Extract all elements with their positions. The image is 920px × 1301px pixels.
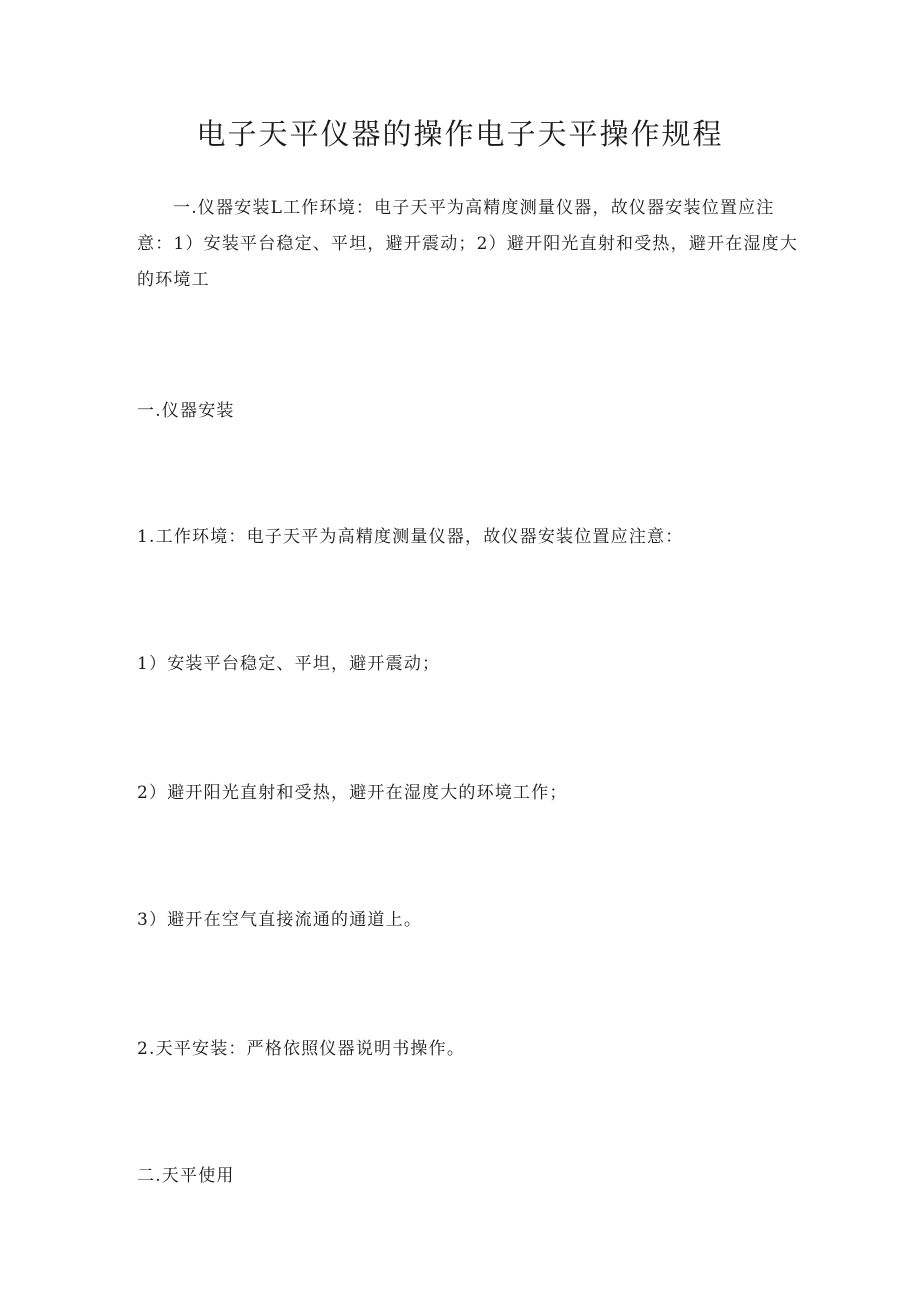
list-item-avoid-sunlight: 2）避开阳光直射和受热，避开在湿度大的环境工作； xyxy=(137,783,568,803)
section-heading-usage: 二.天平使用 xyxy=(137,1166,235,1186)
intro-paragraph: 一.仪器安装L工作环境：电子天平为高精度测量仪器，故仪器安装位置应注意：1）安装平台稳定、平坦，避开震动；2）避开阳光直射和受热，避开在湿度大的环境工 xyxy=(137,198,799,290)
paragraph-balance-installation: 2.天平安装：严格依照仪器说明书操作。 xyxy=(137,1039,466,1059)
section-heading-installation: 一.仪器安装 xyxy=(137,401,235,421)
list-item-stable-platform: 1）安装平台稳定、平坦，避开震动； xyxy=(137,654,441,674)
list-item-avoid-airflow: 3）避开在空气直接流通的通道上。 xyxy=(137,910,423,930)
document-title: 电子天平仪器的操作电子天平操作规程 xyxy=(196,117,724,151)
paragraph-work-environment: 1.工作环境：电子天平为高精度测量仪器，故仪器安装位置应注意： xyxy=(137,527,684,547)
